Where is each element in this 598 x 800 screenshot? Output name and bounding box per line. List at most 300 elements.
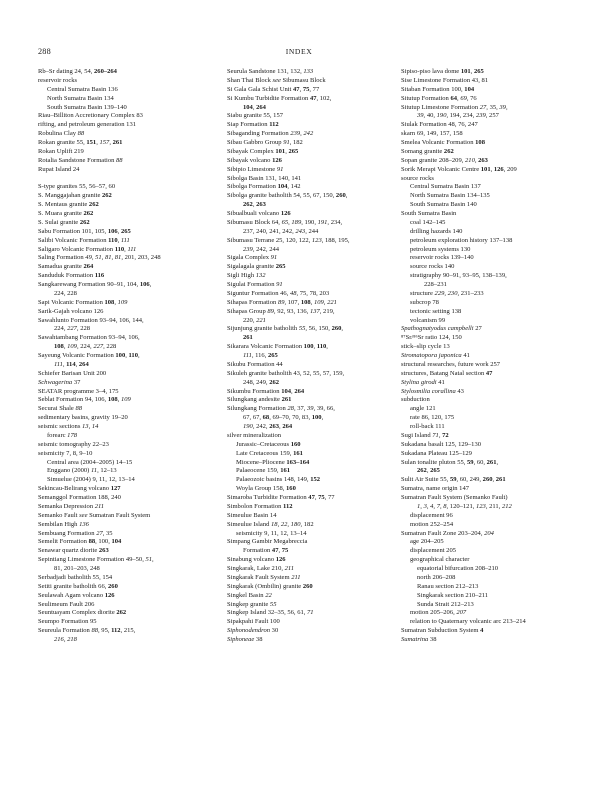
entry-text: 13 bbox=[82, 423, 89, 430]
entry-text: angle 121 bbox=[410, 405, 436, 413]
entry-text: , 60, 249, bbox=[456, 476, 483, 484]
entry-text: 210 bbox=[465, 156, 475, 164]
entry-text: , 107, bbox=[284, 298, 301, 306]
entry-text: , bbox=[117, 396, 121, 404]
index-entry bbox=[227, 538, 407, 547]
entry-text: , bbox=[62, 360, 67, 368]
entry-text: S. Sulai granite bbox=[38, 218, 80, 226]
entry-text: 3 bbox=[423, 502, 427, 510]
entry-text: , bbox=[96, 139, 100, 146]
entry-text: Formation bbox=[243, 547, 272, 555]
index-entry bbox=[227, 219, 407, 228]
entry-text: 51 bbox=[95, 254, 102, 262]
index-entry bbox=[38, 308, 218, 317]
entry-text: Sigala Complex bbox=[227, 254, 271, 262]
entry-text: 221 bbox=[327, 298, 337, 306]
index-subentry bbox=[227, 414, 407, 423]
entry-text: 67, 67, bbox=[243, 414, 263, 422]
index-entry bbox=[38, 183, 218, 192]
entry-text: petroleum exploration history 137–138 bbox=[410, 236, 513, 244]
entry-text: Schiefer Barisan Unit 200 bbox=[38, 369, 107, 377]
index-entry bbox=[227, 503, 407, 512]
index-entry bbox=[227, 396, 407, 405]
entry-text: South Sumatra Basin bbox=[401, 210, 457, 217]
entry-text: 112 bbox=[283, 502, 293, 510]
entry-text: Sumatran Fault System bbox=[87, 511, 151, 519]
index-entry bbox=[38, 237, 218, 246]
entry-text: Sibualbuali volcano bbox=[227, 210, 281, 217]
entry-text: 260 bbox=[482, 476, 493, 484]
entry-text: 221 bbox=[256, 316, 266, 324]
index-subentry bbox=[401, 183, 581, 192]
index-entry bbox=[227, 521, 407, 530]
index-subentry bbox=[401, 308, 581, 317]
entry-text: Somang granite bbox=[401, 147, 444, 155]
entry-text: Sugi Island bbox=[401, 431, 433, 439]
entry-text: 260 bbox=[331, 325, 342, 333]
index-subentry bbox=[401, 556, 581, 565]
index-entry bbox=[227, 290, 407, 299]
entry-text: 265 bbox=[288, 147, 299, 155]
entry-text: 116 bbox=[94, 272, 105, 280]
entry-text: , bbox=[310, 298, 314, 306]
index-subentry bbox=[227, 530, 407, 539]
entry-text: displacement 96 bbox=[410, 511, 453, 519]
entry-text: structures, Batang Natal section bbox=[401, 369, 486, 377]
index-entry bbox=[401, 441, 581, 450]
entry-text: Si Gala Gala Schist Unit bbox=[227, 85, 294, 93]
entry-text: 27 bbox=[473, 325, 482, 333]
entry-text: Robulina Clay bbox=[38, 130, 78, 138]
entry-text: Semanko Fault bbox=[38, 511, 80, 519]
entry-text: Simeulue Island bbox=[227, 520, 272, 528]
entry-text: , bbox=[341, 325, 344, 333]
index-subentry bbox=[227, 467, 407, 476]
index-entry bbox=[401, 139, 581, 148]
index-subentry bbox=[38, 95, 218, 104]
entry-text: 157 bbox=[99, 139, 110, 146]
entry-text: 4 bbox=[430, 502, 434, 510]
entry-text: Sikuleh granite batholith 43, 52, 55, 57, 159, bbox=[227, 369, 345, 377]
entry-text: 104 bbox=[243, 103, 253, 111]
entry-text: 163–164 bbox=[286, 458, 310, 466]
entry-text: Sigulai Formation bbox=[227, 281, 277, 288]
index-entry bbox=[401, 450, 581, 459]
entry-text: , 12–13 bbox=[97, 467, 117, 475]
entry-text: Palaeocene 159, bbox=[236, 467, 281, 475]
entry-text: 204 bbox=[484, 529, 494, 537]
entry-text: , 194, 234, bbox=[446, 112, 476, 120]
index-entry bbox=[38, 450, 218, 459]
index-entry bbox=[401, 361, 581, 370]
entry-text: Sulan tonalite pluton 55, bbox=[401, 458, 468, 466]
index-entry bbox=[38, 317, 218, 326]
entry-text: 161 bbox=[280, 467, 291, 475]
entry-text: age 204–205 bbox=[410, 538, 444, 546]
index-entry bbox=[227, 627, 407, 636]
index-entry bbox=[227, 601, 407, 610]
entry-text: , bbox=[492, 476, 496, 484]
entry-text: 38 bbox=[254, 636, 263, 643]
index-column-middle bbox=[227, 68, 407, 645]
index-entry bbox=[38, 396, 218, 405]
entry-text: 261 bbox=[243, 334, 253, 342]
index-subentry bbox=[227, 334, 407, 343]
entry-text: , 77 bbox=[309, 85, 320, 93]
index-entry bbox=[227, 574, 407, 583]
index-entry bbox=[38, 609, 218, 618]
entry-text: 55 bbox=[269, 600, 277, 608]
index-entry bbox=[38, 210, 218, 219]
entry-text: 39 bbox=[499, 103, 506, 111]
entry-text: seismicity 9, 11, 12, 13–14 bbox=[236, 529, 307, 537]
entry-text: Rupat Island 24 bbox=[38, 165, 80, 173]
entry-text: Setiti granite batholith 66, bbox=[38, 582, 109, 590]
entry-text: Singkarak, Lake 210, bbox=[227, 565, 285, 572]
entry-text: , 182 bbox=[289, 139, 303, 146]
index-entry bbox=[227, 494, 407, 503]
index-entry bbox=[227, 175, 407, 184]
entry-text: South Sumatra Basin 140 bbox=[410, 201, 477, 209]
entry-text: 111 bbox=[120, 236, 130, 244]
entry-text: , bbox=[444, 289, 448, 297]
entry-text: , bbox=[277, 520, 281, 528]
index-entry bbox=[227, 565, 407, 574]
index-subentry bbox=[401, 618, 581, 627]
entry-text: 265 bbox=[430, 467, 440, 475]
entry-text: 47 bbox=[309, 94, 317, 102]
entry-text: seismic tomography 22–23 bbox=[38, 440, 109, 448]
entry-text: seismicity 7, 8, 9–10 bbox=[38, 449, 93, 457]
entry-text: 41 bbox=[436, 378, 445, 386]
entry-text: Sawahtambang Formation 93–94, 106, bbox=[38, 334, 140, 342]
entry-text: , bbox=[490, 165, 494, 173]
index-subentry bbox=[401, 290, 581, 299]
entry-text: , bbox=[278, 547, 282, 555]
entry-text: 68 bbox=[262, 414, 270, 422]
entry-text: source rocks bbox=[401, 174, 434, 182]
entry-text: Sijunjung granite batholith bbox=[227, 325, 299, 333]
entry-text: Sipiso-piso lava dome bbox=[401, 68, 461, 75]
entry-text: , bbox=[291, 387, 295, 395]
entry-text: 227 bbox=[67, 325, 77, 333]
entry-text: Sukadana Plateau 125–129 bbox=[401, 449, 472, 457]
entry-text: , 228 bbox=[76, 325, 91, 333]
entry-text: Sepintiang Limestone Formation 49–50, bbox=[38, 556, 146, 564]
entry-text: 264 bbox=[78, 360, 89, 368]
entry-text: structural researches, future work 257 bbox=[401, 360, 501, 368]
entry-text: 211 bbox=[291, 573, 301, 581]
entry-text: displacement 205 bbox=[410, 547, 456, 555]
entry-text: 265 bbox=[473, 68, 484, 75]
index-subentry bbox=[227, 104, 407, 113]
entry-text: Ranau section 212–213 bbox=[417, 582, 479, 590]
entry-text: 47 bbox=[308, 494, 315, 501]
entry-text: 4 bbox=[480, 627, 484, 635]
index-entry bbox=[38, 379, 218, 388]
entry-text: 75 bbox=[281, 547, 289, 555]
index-entry bbox=[38, 139, 218, 148]
entry-text: Siphoneae bbox=[227, 636, 255, 643]
index-subentry bbox=[38, 476, 218, 485]
entry-text: Sibolga Basin 131, 140, 141 bbox=[227, 174, 302, 182]
entry-text: , bbox=[299, 85, 303, 93]
entry-text: 51 bbox=[145, 556, 153, 564]
entry-text: , 244 bbox=[305, 227, 319, 235]
index-entry bbox=[401, 166, 581, 175]
entry-text: , 77 bbox=[324, 494, 335, 501]
entry-text: , 188, 195, bbox=[321, 236, 350, 244]
entry-text: Samadua granite bbox=[38, 263, 84, 271]
entry-text: Singkarak Fault System bbox=[227, 573, 292, 581]
index-entry bbox=[227, 157, 407, 166]
index-entry bbox=[38, 494, 218, 503]
entry-text: Shan Thai Block bbox=[227, 76, 273, 84]
index-entry bbox=[227, 592, 407, 601]
entry-text: 18 bbox=[271, 520, 278, 528]
index-entry bbox=[227, 618, 407, 627]
entry-text: 104 bbox=[464, 85, 475, 93]
entry-text: , bbox=[288, 218, 292, 226]
index-entry bbox=[227, 192, 407, 201]
entry-text: Sitaban Formation 100, bbox=[401, 85, 465, 93]
entry-text: North Sumatra Basin 134 bbox=[47, 94, 114, 102]
entry-text: , 211, bbox=[485, 502, 502, 510]
entry-text: 59 bbox=[449, 476, 457, 484]
entry-text: 207 bbox=[456, 609, 467, 617]
index-subentry bbox=[401, 263, 581, 272]
entry-text: 108 bbox=[107, 396, 118, 404]
entry-text: 211 bbox=[94, 502, 105, 510]
entry-text: , 242, 244 bbox=[252, 245, 280, 253]
entry-text: , bbox=[474, 156, 479, 164]
entry-text: Sibaganding Formation bbox=[227, 130, 291, 138]
entry-text: 263 bbox=[256, 201, 266, 209]
index-entry bbox=[401, 396, 581, 405]
entry-text: 133 bbox=[303, 68, 314, 75]
entry-text: Sikarara Volcanic Formation bbox=[227, 343, 304, 351]
entry-text: 110 bbox=[128, 352, 138, 359]
entry-text: Sekincau-Belirang volcano bbox=[38, 485, 111, 493]
entry-text: , bbox=[101, 254, 105, 262]
entry-text: Senawar quartz diorite bbox=[38, 547, 99, 555]
entry-text: 69 bbox=[460, 94, 467, 102]
index-entry bbox=[38, 574, 218, 583]
index-entry bbox=[227, 263, 407, 272]
entry-text: 41 bbox=[461, 352, 470, 359]
index-subentry bbox=[38, 104, 218, 113]
entry-text: Siap Formation bbox=[227, 121, 270, 129]
entry-text: , 35 bbox=[102, 529, 113, 537]
entry-text: 152 bbox=[310, 476, 321, 484]
index-subentry bbox=[227, 450, 407, 459]
index-subentry bbox=[227, 201, 407, 210]
entry-text: 262 bbox=[243, 201, 253, 209]
entry-text: Singkel Basin bbox=[227, 591, 266, 599]
section-gap bbox=[38, 175, 218, 184]
entry-text: equatorial bifurcation 208–210 bbox=[417, 565, 499, 572]
index-entry bbox=[401, 325, 581, 334]
index-entry bbox=[401, 334, 581, 343]
entry-text: , bbox=[279, 423, 283, 430]
entry-text: 261 bbox=[281, 396, 292, 404]
index-subentry bbox=[401, 254, 581, 263]
index-entry bbox=[227, 370, 407, 379]
index-subentry bbox=[401, 112, 581, 121]
entry-text: , bbox=[252, 103, 257, 111]
entry-text: Seurula Sandstone 131, 132, bbox=[227, 68, 304, 75]
entry-text: Stromatopora japonica bbox=[401, 352, 462, 359]
entry-text: Miocene–Pliocene bbox=[236, 458, 287, 466]
index-entry bbox=[38, 405, 218, 414]
entry-text: 261 bbox=[495, 476, 506, 484]
entry-text: north 206–208 bbox=[417, 573, 456, 581]
entry-text: 108 bbox=[300, 298, 311, 306]
entry-text: Si Kumbu Turbidite Formation bbox=[227, 94, 310, 102]
entry-text: 1 bbox=[417, 502, 421, 510]
index-subentry bbox=[227, 352, 407, 361]
index-entry bbox=[227, 405, 407, 414]
entry-text: reservoir rocks 139–140 bbox=[410, 254, 474, 262]
index-entry bbox=[401, 210, 581, 219]
entry-text: source rocks 140 bbox=[410, 263, 455, 271]
entry-text: Palaeozoic basins 148, 149, bbox=[236, 476, 311, 484]
entry-text: , bbox=[152, 556, 154, 564]
index-subentry bbox=[38, 343, 218, 352]
entry-text: Enggano (2000) bbox=[47, 467, 91, 475]
entry-text: 230 bbox=[447, 289, 458, 297]
entry-text: , bbox=[426, 502, 431, 510]
index-subentry bbox=[38, 636, 218, 645]
entry-text: relation to Quaternary volcanic arc 213–214 bbox=[410, 618, 526, 626]
entry-text: , bbox=[285, 147, 289, 155]
entry-text: , bbox=[287, 520, 291, 528]
entry-text: reservoir rocks bbox=[38, 76, 78, 84]
entry-text: , 69–70, 70, 83, bbox=[269, 414, 312, 422]
entry-text: Sibolga granite batholith 54, 55, 67, 150, bbox=[227, 192, 336, 200]
entry-text: Sigli High bbox=[227, 272, 256, 280]
index-subentry bbox=[227, 459, 407, 468]
entry-text: 75 bbox=[318, 494, 325, 501]
entry-text: 190 bbox=[436, 112, 447, 120]
entry-text: 75 bbox=[302, 85, 310, 93]
index-subentry bbox=[401, 592, 581, 601]
entry-text: 123 bbox=[311, 236, 322, 244]
entry-text: 262 bbox=[88, 201, 99, 209]
entry-text: , 228 bbox=[103, 343, 117, 351]
index-subentry bbox=[401, 601, 581, 610]
entry-text: Sanduduk Formation bbox=[38, 272, 95, 280]
entry-text: Singkarak section 210–211 bbox=[417, 591, 489, 599]
entry-text: 264 bbox=[256, 103, 266, 111]
entry-text: 265 bbox=[120, 227, 131, 235]
index-subentry bbox=[401, 512, 581, 521]
entry-text: Sibumasu Terrane 25, 120, 122, bbox=[227, 236, 312, 244]
entry-text: Sumatran Fault System (Semanko Fault) bbox=[401, 494, 508, 501]
index-entry bbox=[38, 538, 218, 547]
index-entry bbox=[227, 68, 407, 77]
entry-text: 216 bbox=[54, 636, 64, 643]
entry-text: volcanism 99 bbox=[410, 316, 446, 324]
entry-text: Sibumasu Block 64, bbox=[227, 218, 282, 226]
entry-text: Semanggol Formation 188, 240 bbox=[38, 494, 121, 501]
entry-text: 100 bbox=[303, 343, 314, 351]
index-subentry bbox=[401, 467, 581, 476]
entry-text: 14 bbox=[91, 423, 99, 430]
entry-text: 160 bbox=[290, 440, 301, 448]
entry-text: Simuelue (2004) 9, 11, 12, 13–14 bbox=[47, 476, 135, 484]
entry-text: Rb–Sr dating 24, 54, bbox=[38, 68, 95, 75]
entry-text: Situtup Limestone Formation bbox=[401, 103, 480, 111]
entry-text: Saligaro Volcanic Formation bbox=[38, 245, 115, 253]
entry-text: 262 bbox=[443, 147, 454, 155]
entry-text: Sawahlunto Formation 93–94, 106, 144, bbox=[38, 316, 144, 324]
entry-text: 72 bbox=[442, 431, 449, 439]
index-entry bbox=[38, 414, 218, 423]
entry-text: 137 bbox=[309, 307, 320, 315]
entry-text: 178 bbox=[67, 431, 77, 439]
entry-text: Sibayak Complex bbox=[227, 147, 276, 155]
entry-text: 262 bbox=[83, 210, 94, 217]
entry-text: 212 bbox=[501, 502, 512, 510]
entry-text: Securai Shale bbox=[38, 405, 76, 413]
entry-text: Sangkarewang Formation 90–91, 104, bbox=[38, 281, 140, 288]
index-subentry bbox=[227, 485, 407, 494]
index-entry bbox=[227, 556, 407, 565]
entry-text: 260 bbox=[108, 582, 118, 590]
entry-text: Sumatran Fault Zone 203–204, bbox=[401, 529, 485, 537]
entry-text: Sipakpahi Fault 100 bbox=[227, 618, 280, 626]
page-title: INDEX bbox=[285, 47, 313, 56]
entry-text: , bbox=[117, 236, 121, 244]
entry-text: 7 bbox=[436, 502, 440, 510]
page-header bbox=[0, 47, 598, 59]
entry-text: , bbox=[420, 502, 424, 510]
index-entry bbox=[38, 556, 218, 565]
index-subentry bbox=[38, 290, 218, 299]
index-entry bbox=[401, 343, 581, 352]
index-entry bbox=[401, 95, 581, 104]
entry-text: rate 86, 120, 175 bbox=[410, 414, 455, 422]
entry-text: 48 bbox=[289, 289, 297, 297]
entry-text: 109 bbox=[117, 298, 128, 306]
index-subentry bbox=[401, 423, 581, 432]
entry-text: Central Sumatra Basin 137 bbox=[410, 183, 481, 191]
entry-text: 39 bbox=[417, 112, 424, 120]
entry-text: 112 bbox=[111, 627, 121, 635]
index-entry bbox=[38, 219, 218, 228]
entry-text: 109 bbox=[120, 396, 131, 404]
index-subentry bbox=[401, 565, 581, 574]
entry-text: 126 bbox=[275, 556, 286, 564]
index-entry bbox=[38, 334, 218, 343]
index-subentry bbox=[401, 503, 581, 512]
entry-text: , 190, bbox=[301, 218, 318, 226]
entry-text: , 242, bbox=[252, 423, 270, 430]
entry-text: Stylina girodi bbox=[401, 378, 437, 386]
entry-text: 47 bbox=[485, 369, 493, 377]
index-entry bbox=[38, 254, 218, 263]
entry-text: , 56–57, 60 bbox=[85, 183, 116, 191]
entry-text: Sibau Gabbro Group bbox=[227, 139, 284, 146]
index-subentry bbox=[227, 476, 407, 485]
entry-text: , bbox=[439, 502, 444, 510]
index-entry bbox=[401, 104, 581, 113]
index-entry bbox=[38, 68, 218, 77]
index-entry bbox=[401, 530, 581, 539]
entry-text: Salibi Volcanic Formation bbox=[38, 236, 109, 244]
index-entry bbox=[38, 130, 218, 139]
